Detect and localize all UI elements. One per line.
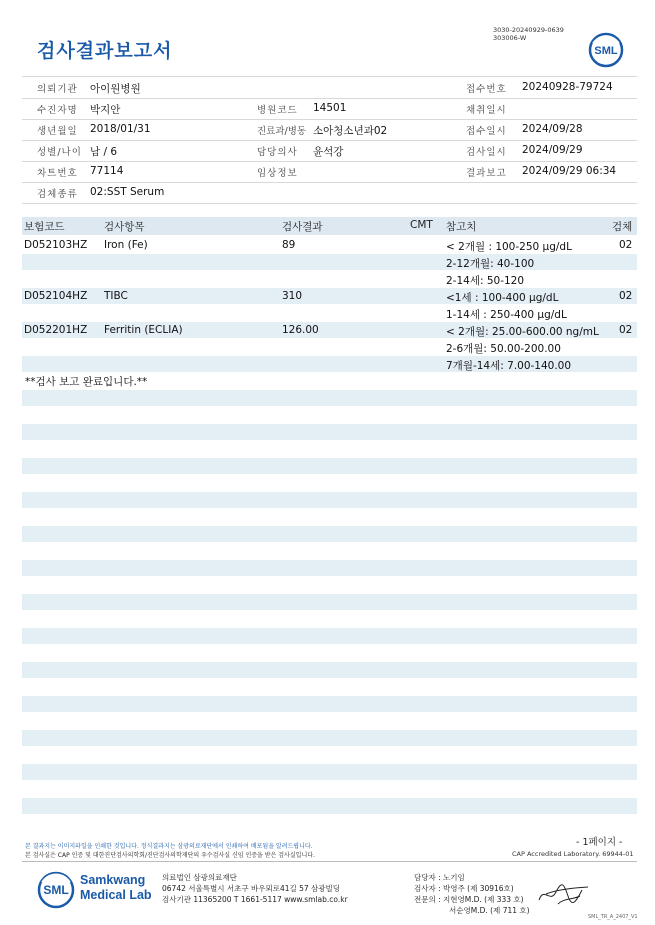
row-item: TIBC	[104, 290, 128, 302]
test-date-label: 검사일시	[466, 147, 507, 158]
clinical-label: 임상정보	[257, 168, 298, 179]
row-item: Iron (Fe)	[104, 239, 148, 251]
brand-line2: Medical Lab	[80, 888, 152, 902]
header-cmt: CMT	[410, 219, 433, 231]
document-id	[493, 26, 564, 42]
form-code: SML_TR_A_2407_V1	[588, 914, 638, 920]
page-number: - 1페이지 -	[576, 837, 623, 848]
staff-manager: 담당자 : 노기임	[414, 873, 465, 882]
org-name: 의료법인 삼광의료재단	[162, 873, 237, 882]
document-id-line1: 3030-20240929-0639	[493, 26, 564, 34]
staff-tester: 검사자 : 박영주 (제 30916호)	[414, 884, 514, 893]
divider	[22, 98, 637, 99]
dept-label: 진료과/병동	[257, 126, 307, 137]
hospital-code-value: 14501	[313, 102, 347, 114]
signature-icon	[536, 880, 591, 910]
report-complete-note: **검사 보고 완료입니다.**	[25, 376, 148, 388]
doctor-value: 윤석강	[313, 146, 344, 158]
patient-label: 수진자명	[37, 105, 78, 116]
sml-logo-icon	[588, 32, 624, 68]
chart-value: 77114	[90, 165, 124, 177]
row-code: D052104HZ	[24, 290, 88, 302]
staff-specialist: 서순영M.D. (제 711 호)	[449, 906, 530, 915]
row-ref: 2-6개월: 50.00-200.00	[446, 343, 561, 355]
doctor-label: 담당의사	[257, 147, 298, 158]
row-spec: 02	[619, 239, 633, 251]
info-row	[0, 183, 655, 203]
info-top-divider	[22, 76, 637, 77]
header-code: 보험코드	[24, 221, 65, 233]
row-code: D052201HZ	[24, 324, 88, 336]
hospital-label: 의뢰기관	[37, 84, 78, 95]
row-result: 310	[282, 290, 303, 302]
receipt-no-value: 20240928-79724	[522, 81, 613, 93]
dob-value: 2018/01/31	[90, 123, 151, 135]
hospital-code-label: 병원코드	[257, 105, 298, 116]
header-ref: 참고치	[446, 221, 477, 233]
patient-value: 박지안	[90, 104, 121, 116]
sex-age-label: 성별/나이	[37, 147, 82, 158]
svg-text:SML: SML	[594, 45, 618, 57]
brand-line1: Samkwang	[80, 873, 146, 887]
cap-accreditation: CAP Accredited Laboratory. 69944-01	[512, 850, 634, 858]
row-ref: <1세 : 100-400 μg/dL	[446, 292, 559, 304]
header-result: 검사결과	[282, 221, 323, 233]
divider	[22, 140, 637, 141]
info-row	[0, 162, 655, 182]
row-result: 126.00	[282, 324, 319, 336]
header-item: 검사항목	[104, 221, 145, 233]
organization-address	[162, 872, 348, 905]
divider	[22, 161, 637, 162]
hospital-value: 아이원병원	[90, 83, 141, 95]
sex-age-value: 남 / 6	[90, 146, 118, 158]
header-spec: 검체	[612, 221, 633, 233]
row-ref: 7개월-14세: 7.00-140.00	[446, 360, 572, 372]
dob-label: 생년월일	[37, 126, 78, 137]
divider	[22, 203, 637, 204]
row-spec: 02	[619, 324, 633, 336]
info-row	[0, 78, 655, 98]
svg-text:SML: SML	[43, 883, 69, 897]
contact: 검사기관 11365200 T 1661-5117 www.smlab.co.kr	[162, 895, 348, 904]
staff-list	[414, 872, 530, 916]
info-row	[0, 120, 655, 140]
disclaimer-cap: 본 검사실은 CAP 인증 및 대한진단검사의학회/진단검사의학재단의 우수검사실 신임 인증을 받은 검사실입니다.	[25, 852, 315, 859]
receipt-date-label: 접수일시	[466, 126, 507, 137]
info-row	[0, 99, 655, 119]
staff-specialist: 전문의 : 지현영M.D. (제 333 호)	[414, 895, 524, 904]
disclaimer-image: 본 결과지는 이미지파일을 인쇄한 것입니다. 정식결과지는 삼광의료재단에서 인쇄하여 배포됨을 알려드립니다.	[25, 843, 313, 850]
address: 06742 서울특별시 서초구 바우뫼로41길 57 삼광빌딩	[162, 884, 341, 893]
specimen-value: 02:SST Serum	[90, 186, 165, 198]
brand-name	[80, 873, 152, 903]
dept-value: 소아청소년과02	[313, 125, 388, 137]
test-date-value: 2024/09/29	[522, 144, 583, 156]
row-spec: 02	[619, 290, 633, 302]
receipt-no-label: 접수번호	[466, 84, 507, 95]
report-label: 결과보고	[466, 168, 507, 179]
chart-label: 차트번호	[37, 168, 78, 179]
collect-label: 채취일시	[466, 105, 507, 116]
receipt-date-value: 2024/09/28	[522, 123, 583, 135]
row-item: Ferritin (ECLIA)	[104, 324, 183, 336]
results-table-header	[22, 217, 637, 235]
row-ref: 2-12개월: 40-100	[446, 258, 535, 270]
row-result: 89	[282, 239, 296, 251]
info-row	[0, 141, 655, 161]
row-ref: < 2개월: 25.00-600.00 ng/mL	[446, 326, 599, 338]
page-title: 검사결과보고서	[37, 40, 173, 62]
divider	[22, 182, 637, 183]
specimen-label: 검체종류	[37, 189, 78, 200]
divider	[22, 119, 637, 120]
row-ref: 2-14세: 50-120	[446, 275, 525, 287]
samkwang-logo-icon	[36, 870, 76, 910]
report-value: 2024/09/29 06:34	[522, 165, 617, 177]
footer-divider	[22, 861, 637, 862]
row-code: D052103HZ	[24, 239, 88, 251]
row-ref: < 2개월 : 100-250 μg/dL	[446, 241, 572, 253]
document-id-line2: 303006-W	[493, 34, 527, 42]
row-ref: 1-14세 : 250-400 μg/dL	[446, 309, 567, 321]
